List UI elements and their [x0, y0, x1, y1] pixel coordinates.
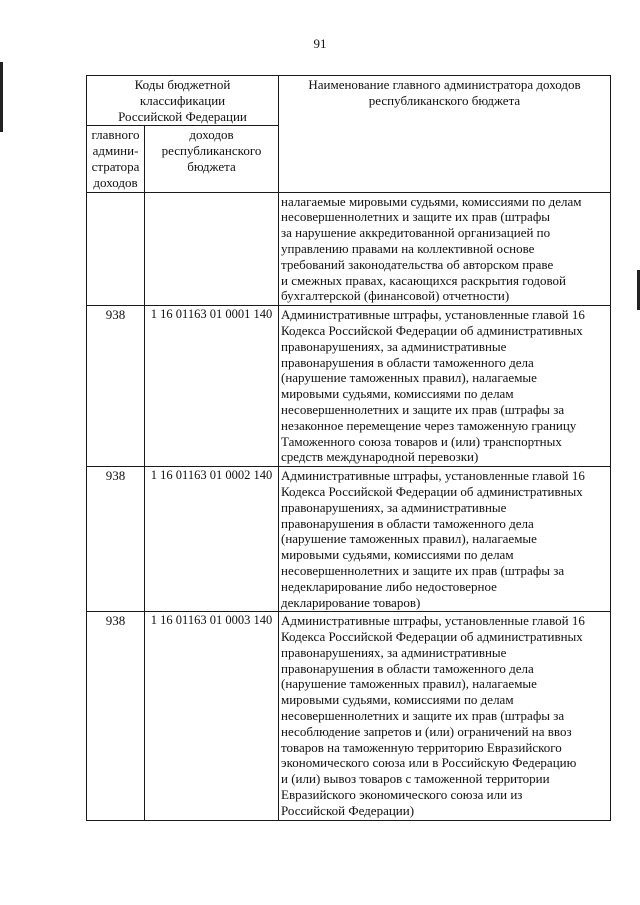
description-line: за нарушение аккредитованной организацией по: [281, 225, 551, 241]
description-line: требований законодательства об авторском праве: [281, 256, 554, 272]
description-line: экономического союза или в Российскую Федерацию: [281, 755, 577, 771]
description-line: Кодекса Российской Федерации об административных: [281, 322, 583, 338]
description-line: управлению правами на коллективной основе: [281, 240, 535, 256]
description-line: декларирование товаров): [281, 594, 421, 610]
description-line: Таможенного союза товаров и (или) транспортных: [281, 433, 562, 449]
description-line: Российской Федерации): [281, 802, 415, 818]
table-body: [87, 192, 611, 820]
revenue-description-cell: [279, 192, 611, 306]
description-line: товаров на таможенную территорию Евразийского: [281, 739, 562, 755]
administrator-name-header: Наименование главного администратора доходов республиканского бюджета: [279, 76, 611, 193]
description-line: Кодекса Российской Федерации об административных: [281, 483, 583, 499]
description-line: правонарушениях, за административные: [281, 644, 507, 660]
description-line: правонарушениях, за административные: [281, 338, 507, 354]
table-row: [87, 192, 611, 306]
revenue-code-cell: 1 16 01163 01 0002 140: [145, 467, 279, 612]
description-line: (нарушение таможенных правил), налагаемые: [281, 370, 537, 386]
codes-group-header: Коды бюджетной классификации Российской Федерации: [87, 76, 279, 126]
page-number: 91: [313, 36, 327, 51]
revenue-description-cell: [279, 306, 611, 467]
administrator-code-cell: 938: [87, 306, 145, 467]
chief-administrator-header: главного админи- стратора доходов: [87, 126, 145, 192]
description-line: несовершеннолетних и защите их прав (штрафы: [281, 209, 550, 225]
revenue-description-cell: [279, 467, 611, 612]
description-line: (нарушение таможенных правил), налагаемые: [281, 531, 537, 547]
administrator-code-cell: 938: [87, 467, 145, 612]
description-line: (нарушение таможенных правил), налагаемые: [281, 676, 537, 692]
description-line: Евразийского экономического союза или из: [281, 787, 523, 803]
revenue-code-cell: 1 16 01163 01 0003 140: [145, 612, 279, 820]
revenue-description-cell: [279, 612, 611, 820]
description-line: правонарушения в области таможенного дела: [281, 660, 534, 676]
description-line: правонарушения в области таможенного дела: [281, 515, 534, 531]
description-line: средств международной перевозки): [281, 449, 479, 465]
description-line: Кодекса Российской Федерации об административных: [281, 629, 583, 645]
description-line: несовершеннолетних и защите их прав (штрафы за: [281, 708, 565, 724]
description-line: незаконное перемещение через таможенную границу: [281, 417, 577, 433]
description-line: и смежных правах, касающихся раскрытия годовой: [281, 272, 566, 288]
description-line: мировыми судьями, комиссиями по делам: [281, 386, 514, 402]
description-line: Административные штрафы, установленные главой 16: [281, 468, 585, 484]
budget-classification-table: [86, 75, 611, 821]
description-line: несовершеннолетних и защите их прав (штрафы за: [281, 401, 565, 417]
description-line: мировыми судьями, комиссиями по делам: [281, 547, 514, 563]
revenue-code-header: доходов республиканского бюджета: [145, 126, 279, 192]
description-line: несоблюдение запретов и (или) ограничений на ввоз: [281, 723, 572, 739]
description-line: мировыми судьями, комиссиями по делам: [281, 692, 514, 708]
scan-edge-mark-left: [0, 62, 3, 132]
description-line: Административные штрафы, установленные главой 16: [281, 307, 585, 323]
description-line: бухгалтерской (финансовой) отчетности): [281, 288, 510, 304]
administrator-code-cell: 938: [87, 612, 145, 820]
description-line: и (или) вывоз товаров с таможенной территории: [281, 771, 550, 787]
table-row: [87, 612, 611, 820]
description-line: несовершеннолетних и защите их прав (штрафы за: [281, 562, 565, 578]
administrator-code-cell: [87, 192, 145, 306]
table-row: [87, 467, 611, 612]
description-line: налагаемые мировыми судьями, комиссиями по делам: [281, 193, 582, 209]
description-line: Административные штрафы, установленные главой 16: [281, 613, 585, 629]
table-row: [87, 306, 611, 467]
revenue-code-cell: 1 16 01163 01 0001 140: [145, 306, 279, 467]
description-line: правонарушения в области таможенного дела: [281, 354, 534, 370]
revenue-code-cell: [145, 192, 279, 306]
description-line: правонарушениях, за административные: [281, 499, 507, 515]
description-line: недекларирование либо недостоверное: [281, 578, 497, 594]
